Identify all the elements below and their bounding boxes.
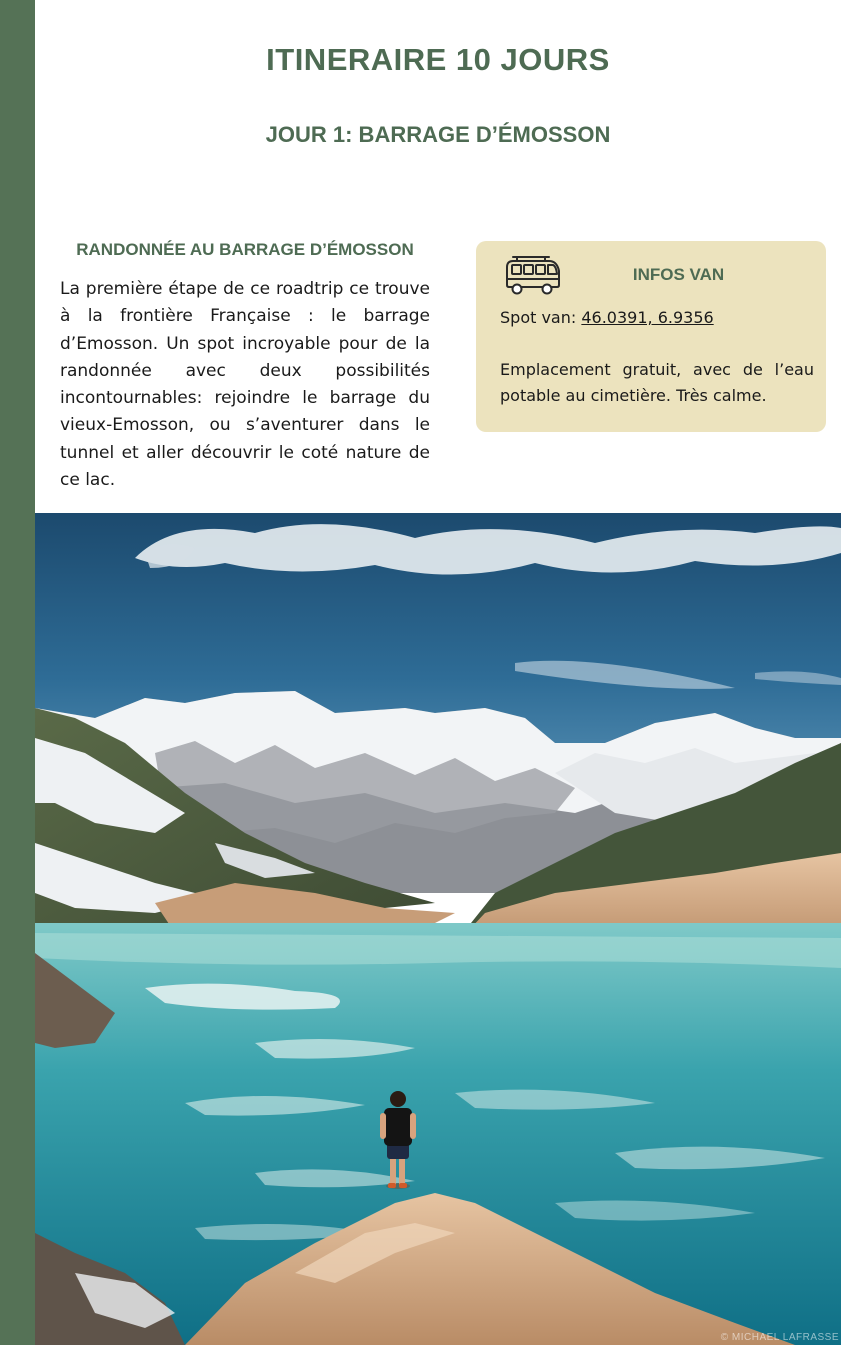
lake-emosson-photo [35, 513, 841, 1345]
page-title: ITINERAIRE 10 JOURS [266, 42, 610, 77]
hike-description: La première étape de ce roadtrip ce trouve à la frontière Française : le barrage d’Emosson. Un spot incroyable pour de la randonnée avec deux possibilités incontournables: rejoindre le barrage du vieux-Emosson, ou s’aventurer dans le tunnel et aller découvrir le coté nature de ce lac. [60, 279, 430, 491]
van-spot-line [500, 308, 714, 327]
van-icon [499, 251, 563, 299]
side-band [0, 0, 35, 1345]
van-info-card [476, 241, 826, 432]
van-spot-label: Spot van: [500, 308, 582, 327]
photo-credit: © MICHAEL LAFRASSE [720, 1332, 839, 1343]
van-info-title: INFOS VAN [632, 265, 725, 284]
van-spot-description: Emplacement gratuit, avec de l’eau potable au cimetière. Très calme. [500, 360, 814, 405]
van-spot-coordinates-link[interactable]: 46.0391, 6.9356 [581, 308, 714, 327]
day-title: JOUR 1: BARRAGE D’ÉMOSSON [265, 122, 611, 147]
hike-heading: RANDONNÉE AU BARRAGE D’ÉMOSSON [76, 240, 414, 259]
